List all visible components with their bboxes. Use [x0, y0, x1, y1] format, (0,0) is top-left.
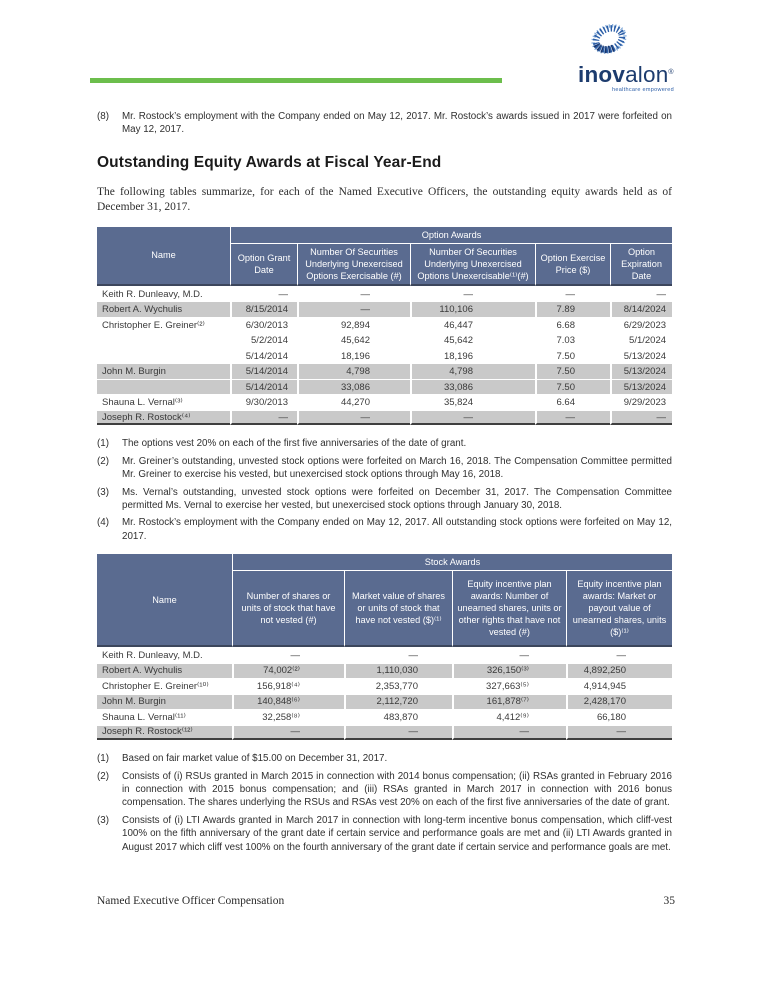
table-row [97, 694, 672, 710]
group-header-option-awards: Option Awards [230, 227, 672, 244]
value-cell: — [452, 647, 566, 663]
name-cell: John M. Burgin [97, 694, 232, 710]
table-row [97, 647, 672, 663]
value-cell: 46,447 [410, 317, 535, 333]
value-cell: 7.50 [535, 363, 610, 379]
name-cell: Joseph R. Rostock⁽⁴⁾ [97, 410, 230, 426]
table-row [97, 379, 672, 395]
table-row [97, 410, 672, 426]
page-content [97, 0, 672, 858]
footnote-item [97, 486, 672, 513]
value-cell: 2,428,170 [566, 694, 672, 710]
value-cell: 9/30/2013 [230, 394, 297, 410]
table-row [97, 348, 672, 364]
option-awards-table-header [97, 227, 672, 286]
intro-paragraph: The following tables summarize, for each of the Named Executive Officers, the outstanding equity awards held as of December 31, 2017. [97, 185, 672, 214]
value-cell: — [610, 286, 672, 302]
value-cell: 483,870 [344, 709, 452, 725]
value-cell: 4,892,250 [566, 663, 672, 679]
footnote-number: (3) [97, 814, 109, 826]
value-cell: — [297, 286, 410, 302]
value-cell: 33,086 [297, 379, 410, 395]
column-header-expiration-date: Option Expiration Date [610, 244, 672, 286]
value-cell: 66,180 [566, 709, 672, 725]
table-row [97, 363, 672, 379]
brand-text-bold: inov [578, 62, 626, 87]
column-header-grant-date: Option Grant Date [230, 244, 297, 286]
top-footnote-8 [97, 110, 672, 137]
value-cell: 110,106 [410, 301, 535, 317]
value-cell: 7.50 [535, 348, 610, 364]
table-row [97, 394, 672, 410]
page-number: 35 [663, 895, 675, 907]
value-cell: 74,002⁽²⁾ [232, 663, 344, 679]
value-cell: 6.68 [535, 317, 610, 333]
column-header-name: Name [97, 227, 230, 286]
footnote-number: (1) [97, 438, 109, 450]
column-header-unexercisable: Number Of Securities Underlying Unexercised Options Unexercisable⁽¹⁾(#) [410, 244, 535, 286]
value-cell: 32,258⁽⁸⁾ [232, 709, 344, 725]
name-cell: Keith R. Dunleavy, M.D. [97, 286, 230, 302]
page-footer [97, 895, 675, 907]
value-cell: 326,150⁽³⁾ [452, 663, 566, 679]
value-cell: 4,798 [410, 363, 535, 379]
footnote-item [97, 752, 672, 765]
value-cell: 5/14/2014 [230, 348, 297, 364]
name-cell: Robert A. Wychulis [97, 663, 232, 679]
table-row [97, 663, 672, 679]
option-awards-table [97, 227, 672, 426]
option-table-footnotes [97, 437, 672, 543]
value-cell: — [452, 725, 566, 741]
name-cell [97, 348, 230, 364]
value-cell: 5/2/2014 [230, 332, 297, 348]
value-cell: — [610, 410, 672, 426]
footnote-item [97, 814, 672, 854]
value-cell: 156,918⁽⁴⁾ [232, 678, 344, 694]
value-cell: 2,112,720 [344, 694, 452, 710]
footnote-text: Ms. Vernal’s outstanding, unvested stock options were forfeited on December 31, 2017. The Compensation Committee permitted Ms. Vernal to exercise her vested, but unexercised stock options through January 30, 2018. [122, 486, 672, 511]
value-cell: 45,642 [410, 332, 535, 348]
value-cell: — [566, 725, 672, 741]
value-cell: — [535, 286, 610, 302]
value-cell: 8/14/2024 [610, 301, 672, 317]
value-cell: 92,894 [297, 317, 410, 333]
value-cell: — [230, 410, 297, 426]
value-cell: 6/30/2013 [230, 317, 297, 333]
footnote-item [97, 516, 672, 543]
name-cell: Robert A. Wychulis [97, 301, 230, 317]
value-cell: 4,798 [297, 363, 410, 379]
footnote-item [97, 437, 672, 450]
stock-awards-table-body [97, 647, 672, 740]
value-cell: 161,878⁽⁷⁾ [452, 694, 566, 710]
name-cell: Christopher E. Greiner⁽²⁾ [97, 317, 230, 333]
value-cell: 5/13/2024 [610, 363, 672, 379]
registered-mark: ® [668, 69, 674, 76]
value-cell: 7.50 [535, 379, 610, 395]
footnote-item [97, 770, 672, 810]
name-cell: Keith R. Dunleavy, M.D. [97, 647, 232, 663]
value-cell: — [232, 725, 344, 741]
value-cell: 18,196 [297, 348, 410, 364]
name-cell [97, 332, 230, 348]
table-row [97, 725, 672, 741]
value-cell: — [410, 410, 535, 426]
value-cell: 1,110,030 [344, 663, 452, 679]
value-cell: 5/1/2024 [610, 332, 672, 348]
footnote-number: (2) [97, 455, 109, 467]
value-cell: 5/13/2024 [610, 379, 672, 395]
value-cell: — [410, 286, 535, 302]
stock-awards-table-header [97, 554, 672, 647]
section-heading: Outstanding Equity Awards at Fiscal Year-End [97, 153, 442, 171]
column-header-eip-unearned-shares: Equity incentive plan awards: Number of unearned shares, units or other rights that have not vested (#) [452, 571, 566, 647]
footnote-number: (2) [97, 770, 109, 782]
footer-section-title: Named Executive Officer Compensation [97, 895, 285, 907]
name-cell: Shauna L. Vernal⁽¹¹⁾ [97, 709, 232, 725]
value-cell: 140,848⁽⁶⁾ [232, 694, 344, 710]
footnote-number: (8) [97, 111, 109, 122]
table-row [97, 286, 672, 302]
column-header-market-value: Market value of shares or units of stock that have not vested ($)⁽¹⁾ [344, 571, 452, 647]
footnote-number: (4) [97, 517, 109, 529]
name-cell: John M. Burgin [97, 363, 230, 379]
value-cell: 4,914,945 [566, 678, 672, 694]
value-cell: — [230, 286, 297, 302]
column-header-name: Name [97, 554, 232, 647]
value-cell: 5/14/2014 [230, 379, 297, 395]
stock-awards-table [97, 554, 672, 740]
value-cell: 7.89 [535, 301, 610, 317]
footnote-number: (3) [97, 486, 109, 498]
footnote-text: Mr. Rostock’s employment with the Company ended on May 12, 2017. Mr. Rostock’s awards issued in 2017 were forfeited on May 12, 2017. [122, 111, 672, 136]
value-cell: 8/15/2014 [230, 301, 297, 317]
stock-table-footnotes [97, 752, 672, 854]
value-cell: — [344, 725, 452, 741]
name-cell: Shauna L. Vernal⁽³⁾ [97, 394, 230, 410]
table-row [97, 301, 672, 317]
column-header-exercisable: Number Of Securities Underlying Unexercised Options Exercisable (#) [297, 244, 410, 286]
value-cell: 6.64 [535, 394, 610, 410]
footnote-text: Consists of (i) LTI Awards granted in March 2017 in connection with long-term incentive bonus compensation, which cliff-vest 100% on the fifth anniversary of the grant date if certain service and performance goals are met and (ii) LTI Awards granted in August 2017 which cliff vest 100% on the fourth anniversary of the grant date if certain service and performance goals are met. [122, 814, 672, 853]
table-row [97, 678, 672, 694]
value-cell: 5/13/2024 [610, 348, 672, 364]
value-cell: 4,412⁽⁹⁾ [452, 709, 566, 725]
value-cell: 44,270 [297, 394, 410, 410]
column-header-eip-payout-value: Equity incentive plan awards: Market or payout value of unearned shares, units ($)⁽¹⁾ [566, 571, 672, 647]
table-row [97, 317, 672, 333]
name-cell: Joseph R. Rostock⁽¹²⁾ [97, 725, 232, 741]
value-cell: 33,086 [410, 379, 535, 395]
footnote-text: Mr. Greiner’s outstanding, unvested stock options were forfeited on March 16, 2018. The Compensation Committee permitted Mr. Greiner to exercise his vested, but unexercised stock options through May 16, 2018. [122, 455, 672, 481]
value-cell: — [535, 410, 610, 426]
brand-text-light: alon [625, 62, 669, 87]
footnote-text: Mr. Rostock’s employment with the Company ended on May 12, 2017. All outstanding stock options were forfeited on May 12, 2017. [122, 517, 672, 542]
value-cell: 9/29/2023 [610, 394, 672, 410]
table-row [97, 332, 672, 348]
footnote-text: The options vest 20% on each of the first five anniversaries of the date of grant. [122, 438, 467, 450]
value-cell: — [297, 410, 410, 426]
value-cell: 327,663⁽⁵⁾ [452, 678, 566, 694]
footnote-item [97, 455, 672, 482]
value-cell: 2,353,770 [344, 678, 452, 694]
value-cell: — [297, 301, 410, 317]
column-header-exercise-price: Option Exercise Price ($) [535, 244, 610, 286]
footnote-text: Consists of (i) RSUs granted in March 2015 in connection with 2014 bonus compensation; (ii) RSAs granted in February 2016 in connection with 2015 bonus compensation; and (iii) RSAs granted in March 2017 in connection with 2016 bonus compensation. The shares underlying the RSUs and RSAs vest 20% on each of the first five anniversaries of the date of grant. [122, 770, 672, 809]
value-cell: 6/29/2023 [610, 317, 672, 333]
logo-tagline: healthcare empowered [612, 87, 674, 93]
footnote-number: (1) [97, 753, 109, 765]
value-cell: 7.03 [535, 332, 610, 348]
option-awards-table-body [97, 286, 672, 426]
value-cell: — [344, 647, 452, 663]
value-cell: — [232, 647, 344, 663]
value-cell: 45,642 [297, 332, 410, 348]
footnote-text: Based on fair market value of $15.00 on December 31, 2017. [122, 753, 388, 765]
name-cell: Christopher E. Greiner⁽¹⁰⁾ [97, 678, 232, 694]
column-header-shares-not-vested: Number of shares or units of stock that have not vested (#) [232, 571, 344, 647]
value-cell: 35,824 [410, 394, 535, 410]
value-cell: 18,196 [410, 348, 535, 364]
value-cell: 5/14/2014 [230, 363, 297, 379]
name-cell [97, 379, 230, 395]
group-header-stock-awards: Stock Awards [232, 554, 672, 571]
table-row [97, 709, 672, 725]
value-cell: — [566, 647, 672, 663]
